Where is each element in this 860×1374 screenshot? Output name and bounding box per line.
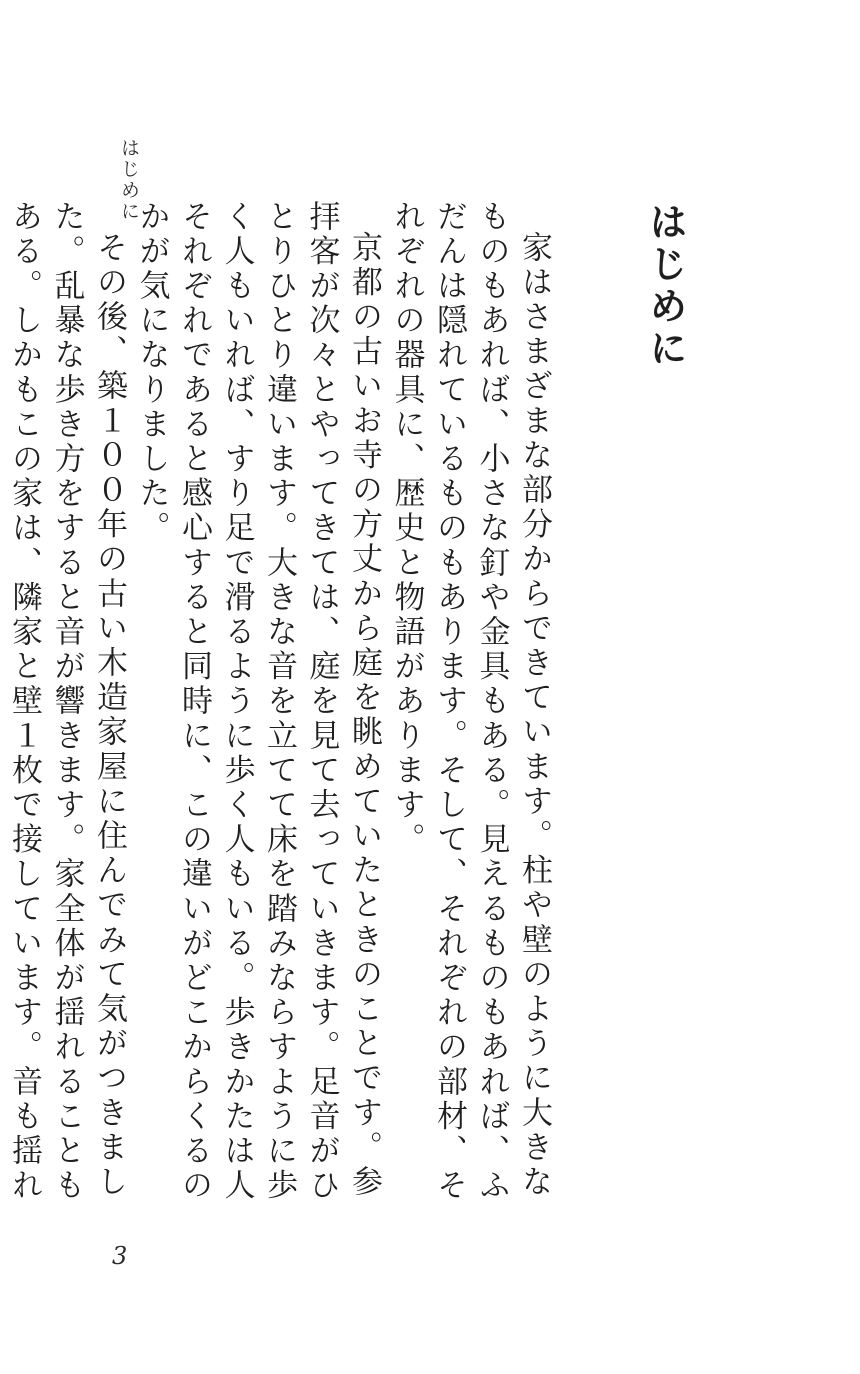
page-number: 3 <box>112 1242 128 1270</box>
paragraph: その後、築１００年の古い木造家屋に住んでみて気がつきました。乱暴な歩き方をすると音が響きます。家全体が揺れることもある。しかもこの家は、隣家と壁１枚で接しています。音も揺れ <box>6 200 127 1204</box>
paragraph: 京都の古いお寺の方丈から庭を眺めていたときのことです。参拝客が次々とやってきては、庭を見て去っていきます。足音がひとりひとり違います。大きな音を立てて床を踏みならすように歩く人もいれば、すり足で滑るように歩く人もいる。歩きかたは人それぞれであると感心すると同時に、この違いがどこからくるのかが気になりました。 <box>133 200 382 1204</box>
chapter-title: はじめに <box>643 202 688 370</box>
body-text <box>6 200 555 1220</box>
running-head: はじめに <box>118 138 140 222</box>
paragraph: 家はさまざまな部分からできています。柱や壁のように大きなものもあれば、小さな釘や金具もある。見えるものもあれば、ふだんは隠れているものもあります。そして、それぞれの部材、それぞれの器具に、歴史と物語があります。 <box>388 200 552 1204</box>
